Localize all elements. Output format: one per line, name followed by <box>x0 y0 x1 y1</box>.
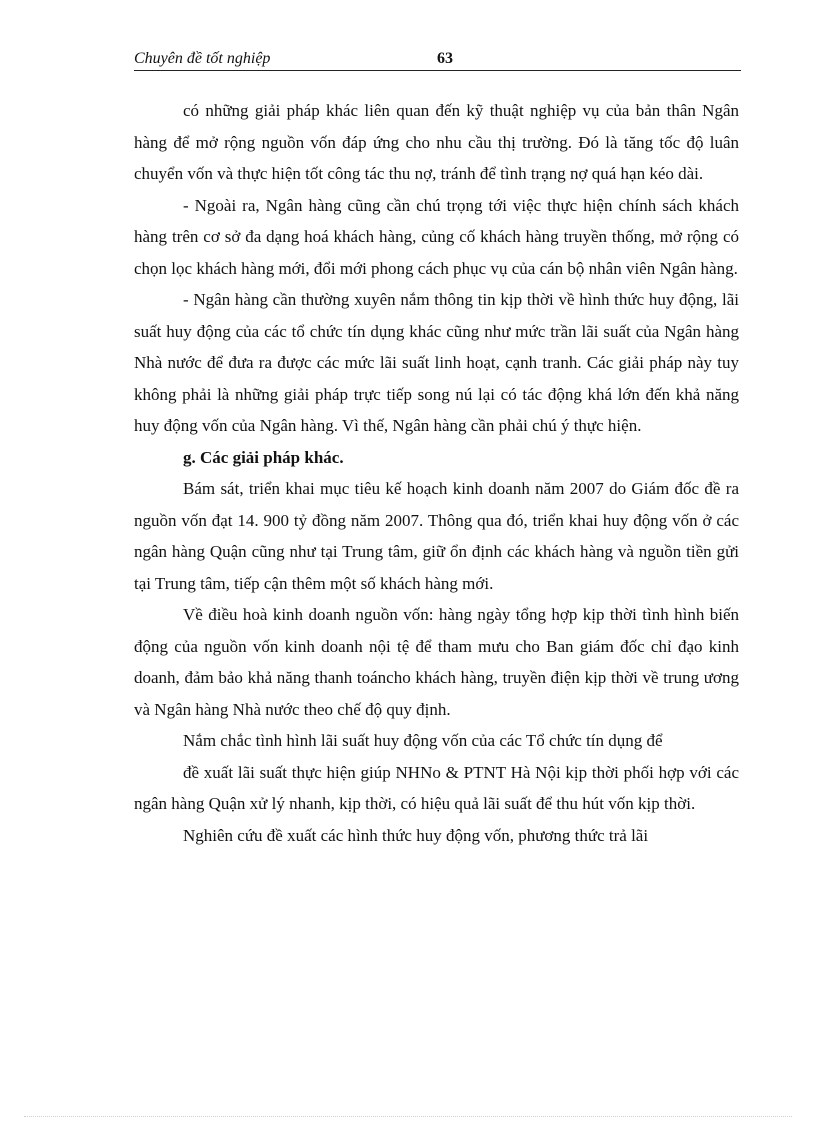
page-header <box>134 50 741 71</box>
paragraph: - Ngoài ra, Ngân hàng cũng cần chú trọng tới việc thực hiện chính sách khách hàng trên cơ sở đa dạng hoá khách hàng, củng cố khách hàng truyền thống, mở rộng có chọn lọc khách hàng mới, đổi mới phong cách phục vụ của cán bộ nhân viên Ngân hàng. <box>134 195 739 278</box>
document-title: Chuyên đề tốt nghiệp <box>134 50 271 67</box>
paragraph: Bám sát, triển khai mục tiêu kế hoạch kinh doanh năm 2007 do Giám đốc đề ra nguồn vốn đạt 14. 900 tỷ đồng năm 2007. Thông qua đó, triển khai huy động vốn ở các ngân hàng Quận cũng như tại Trung tâm, giữ ổn định các khách hàng và nguồn tiền gửi tại Trung tâm, tiếp cận thêm một số khách hàng mới. <box>134 479 739 593</box>
paragraph: Về điều hoà kinh doanh nguồn vốn: hàng ngày tổng hợp kịp thời tình hình biến động của nguồn vốn kinh doanh nội tệ để tham mưu cho Ban giám đốc chỉ đạo kinh doanh, đảm bảo khả năng thanh toáncho khách hàng, truyền điện kịp thời về trung ương và Ngân hàng Nhà nước theo chế độ quy định. <box>134 605 739 719</box>
section-heading: g. Các giải pháp khác. <box>183 447 344 467</box>
paragraph: Nắm chắc tình hình lãi suất huy động vốn của các Tổ chức tín dụng để <box>183 731 663 750</box>
page-number: 63 <box>437 50 453 67</box>
document-body <box>134 95 739 851</box>
page-bottom-border <box>24 1116 792 1117</box>
paragraph: Nghiên cứu đề xuất các hình thức huy động vốn, phương thức trả lãi <box>183 825 649 845</box>
paragraph: có những giải pháp khác liên quan đến kỹ thuật nghiệp vụ của bản thân Ngân hàng để mở rộng nguồn vốn đáp ứng cho nhu cầu thị trường. Đó là tăng tốc độ luân chuyển vốn và thực hiện tốt công tác thu nợ, tránh để tình trạng nợ quá hạn kéo dài. <box>134 101 739 183</box>
paragraph: - Ngân hàng cần thường xuyên nắm thông tin kịp thời về hình thức huy động, lãi suất huy động của các tổ chức tín dụng khác cũng như mức trần lãi suất của Ngân hàng Nhà nước để đưa ra được các mức lãi suất linh hoạt, cạnh tranh. Các giải pháp này tuy không phải là những giải pháp trực tiếp song nú lại có tác động khá lớn đến khả năng huy động vốn của Ngân hàng. Vì thế, Ngân hàng cần phải chú ý thực hiện. <box>134 290 739 435</box>
paragraph: đề xuất lãi suất thực hiện giúp NHNo & PTNT Hà Nội kịp thời phối hợp với các ngân hàng Quận xử lý nhanh, kịp thời, có hiệu quả lãi suất để thu hút vốn kịp thời. <box>134 762 739 813</box>
